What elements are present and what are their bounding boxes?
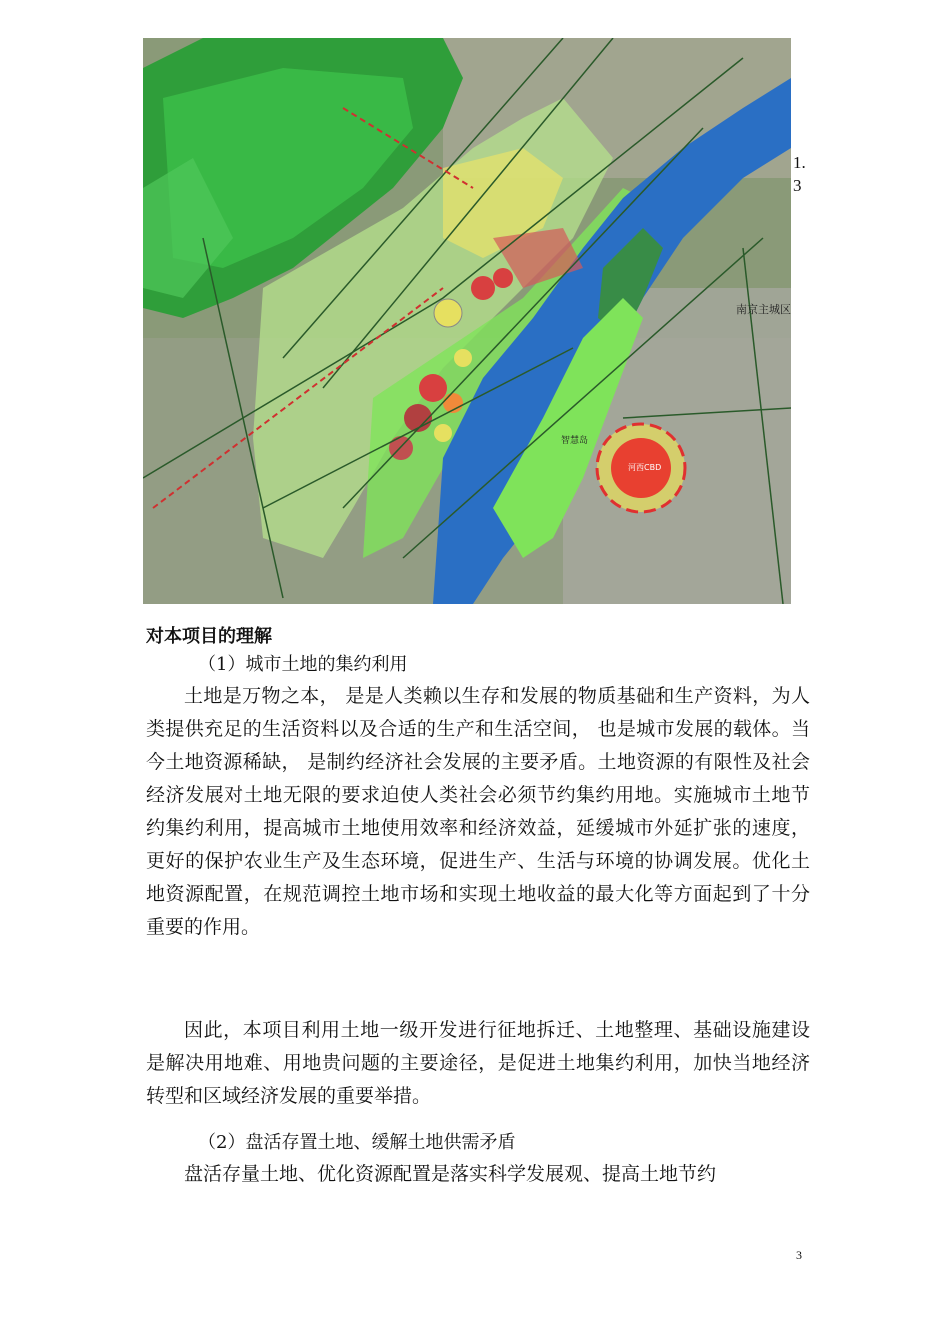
- section-heading: 对本项目的理解: [146, 626, 272, 647]
- subheading-2: （2）盘活存置土地、缓解土地供需矛盾: [198, 1132, 516, 1153]
- map-label-center: 河西CBD: [628, 463, 662, 472]
- side-number-1: 1.: [793, 153, 806, 172]
- map-label-city: 南京主城区: [736, 303, 791, 316]
- paragraph-2: 因此，本项目利用土地一级开发进行征地拆迁、土地整理、基础设施建设是解决用地难、用地贵问题的主要途径，是促进土地集约利用，加快当地经济转型和区域经济发展的重要举措。: [146, 1019, 810, 1107]
- page-number: 3: [796, 1248, 802, 1262]
- map-label-island: 智慧岛: [561, 436, 589, 446]
- subheading-1: （1）城市土地的集约利用: [198, 654, 408, 675]
- side-number-2: 3: [793, 176, 802, 195]
- paragraph-1: 土地是万物之本， 是是人类赖以生存和发展的物质基础和生产资料，为人类提供充足的生活资料以及合适的生产和生活空间， 也是城市发展的载体。当今土地资源稀缺， 是制约经济社会发展的主要矛盾。土地资源的有限性及社会经济发展对土地无限的要求迫使人类社会必须节约集约用地。实施城市土地节约集约利用，提高城市土地使用效率和经济效益，延缓城市外延扩张的速度，更好的保护农业生产及生态环境，促进生产、生活与环境的协调发展。优化土地资源配置，在规范调控土地市场和实现土地收益的最大化等方面起到了十分重要的作用。: [146, 685, 810, 938]
- master-plan-map: [143, 38, 791, 604]
- paragraph-3: 盘活存量土地、优化资源配置是落实科学发展观、提高土地节约: [184, 1163, 717, 1185]
